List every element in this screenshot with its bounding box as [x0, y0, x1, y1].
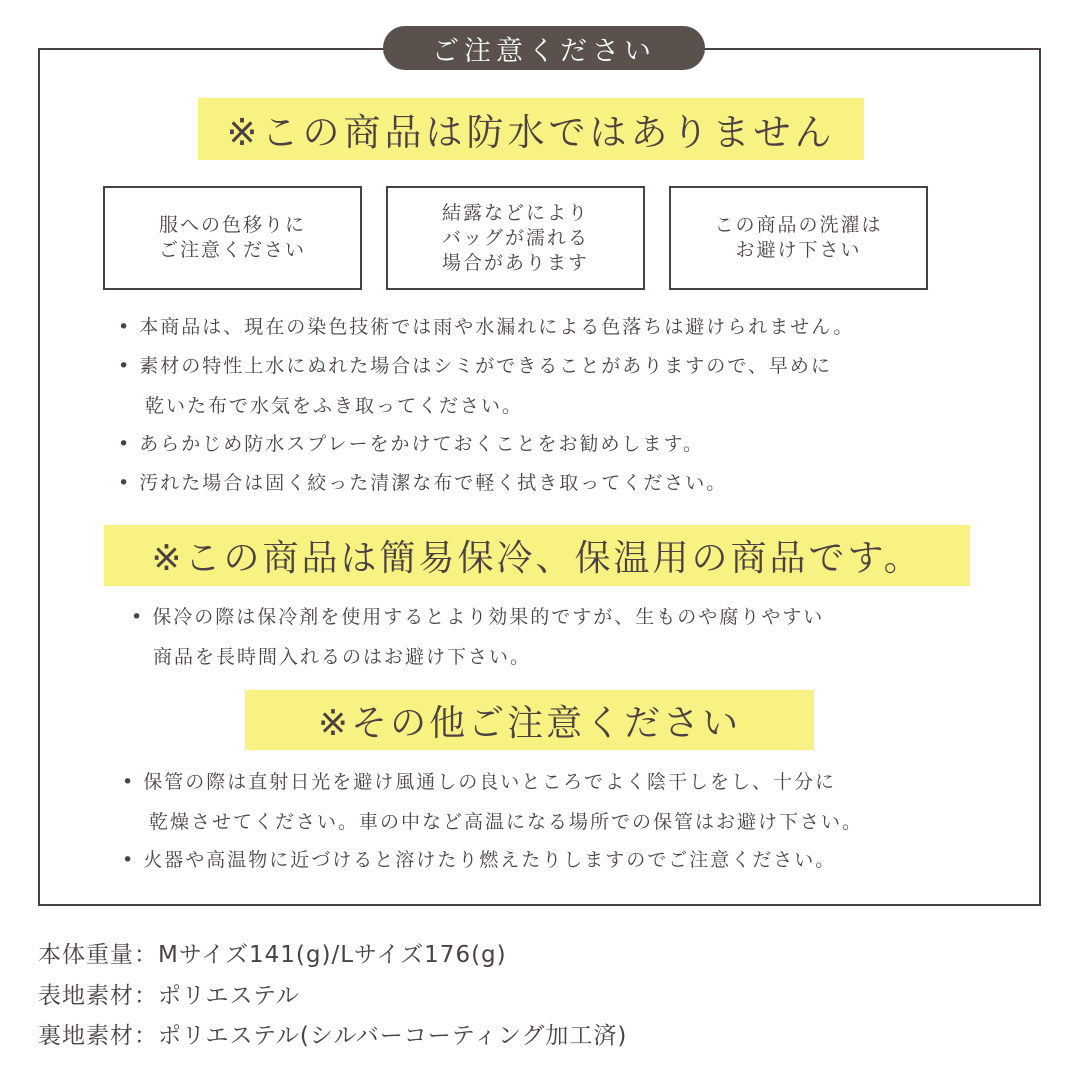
note-line: • 保管の際は直射日光を避け風通しの良いところでよく陰干しをし、十分に	[122, 771, 837, 793]
spec-weight: 本体重量：Mサイズ141(g)/Lサイズ176(g)	[38, 942, 507, 968]
caution-box-condensation	[386, 186, 645, 290]
note-line: • 汚れた場合は固く絞った清潔な布で軽く拭き取ってください。	[118, 472, 728, 494]
note-line: • 保冷の際は保冷剤を使用するとより効果的ですが、生ものや腐りやすい	[131, 606, 825, 628]
notice-title: ご注意ください	[383, 26, 705, 70]
note-line: • 素材の特性上水にぬれた場合はシミができることがありますので、早めに	[118, 355, 832, 377]
caution-box-color-transfer	[103, 186, 362, 290]
note-line: 商品を長時間入れるのはお避け下さい。	[153, 646, 532, 668]
spec-outer-material: 表地素材：ポリエステル	[38, 983, 300, 1009]
heading-not-waterproof: ※この商品は防水ではありません	[198, 98, 864, 160]
caution-box-text: 結露などにより バッグが濡れる 場合があります	[441, 201, 589, 274]
spec-lining-material: 裏地素材：ポリエステル(シルバーコーティング加工済)	[38, 1023, 628, 1049]
note-line: 乾燥させてください。車の中など高温になる場所での保管はお避け下さい。	[149, 811, 864, 833]
heading-cold-warm-keeping: ※この商品は簡易保冷、保温用の商品です。	[104, 525, 970, 586]
caution-box-text: 服への色移りに ご注意ください	[158, 214, 306, 261]
heading-other-cautions: ※その他ご注意ください	[245, 690, 814, 750]
caution-box-no-washing	[669, 186, 928, 290]
note-line: • 本商品は、現在の染色技術では雨や水漏れによる色落ちは避けられません。	[118, 316, 855, 338]
caution-box-text: この商品の洗濯は お避け下さい	[714, 214, 883, 261]
note-line: • あらかじめ防水スプレーをかけておくことをお勧めします。	[118, 433, 704, 455]
note-line: 乾いた布で水気をふき取ってください。	[145, 395, 524, 417]
note-line: • 火器や高温物に近づけると溶けたり燃えたりしますのでご注意ください。	[122, 849, 837, 871]
